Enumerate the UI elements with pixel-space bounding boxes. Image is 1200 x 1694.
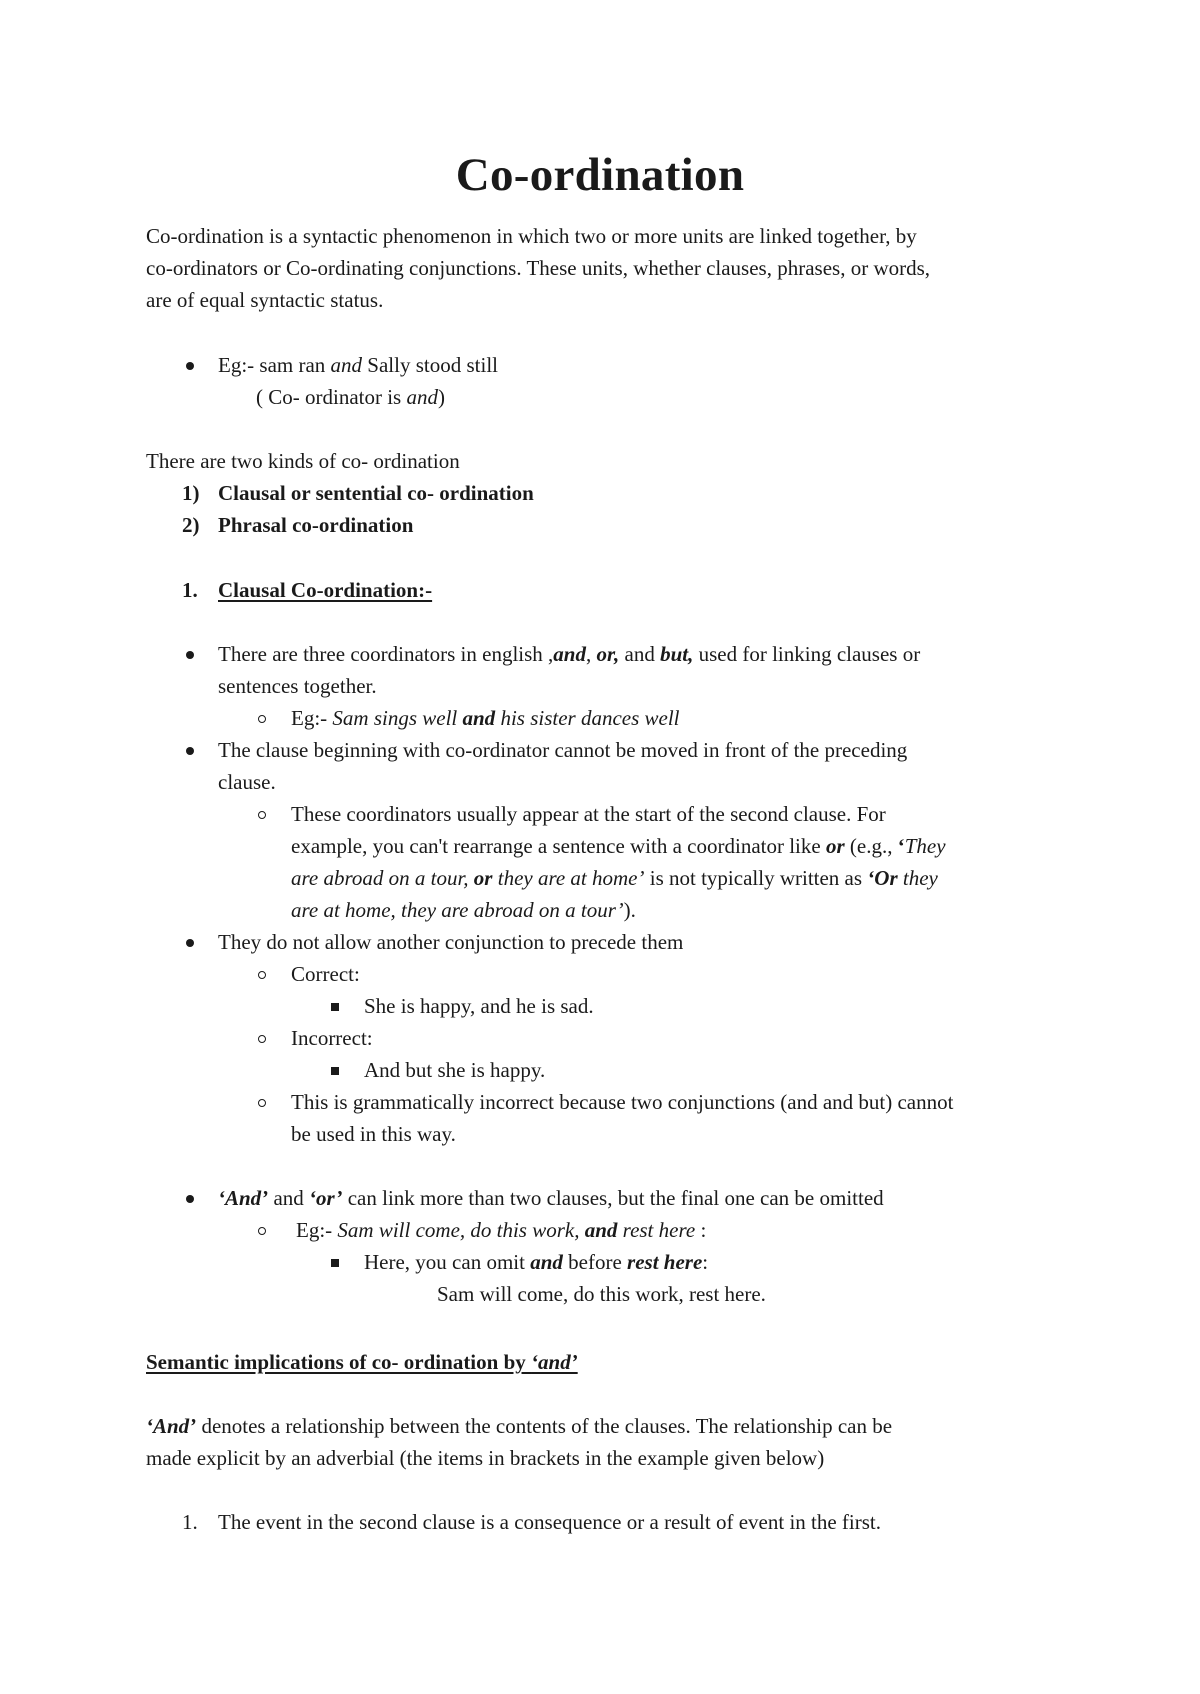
kind-label: Phrasal co-ordination	[218, 513, 414, 537]
circle-bullet-icon	[258, 811, 266, 819]
point-line: clause.	[218, 770, 276, 794]
sub-point-line: This is grammatically incorrect because two conjunctions (and and but) cannot	[291, 1090, 954, 1114]
intro-line-1: Co-ordination is a syntactic phenomenon in which two or more units are linked together, by	[146, 224, 917, 248]
sub-sub-point-line: Here, you can omit and before rest here:	[364, 1250, 709, 1274]
kind-number: 1)	[182, 481, 200, 505]
intro-line-3: are of equal syntactic status.	[146, 288, 384, 312]
bullet-icon	[186, 362, 194, 370]
document-title: Co-ordination	[455, 149, 745, 201]
intro-line-2: co-ordinators or Co-ordinating conjunctions. These units, whether clauses, phrases, or words,	[146, 256, 931, 280]
point-line: ‘And’ and ‘or’ can link more than two clauses, but the final one can be omitted	[218, 1186, 884, 1210]
square-bullet-icon	[331, 1003, 339, 1011]
list-number: 1.	[182, 1510, 198, 1534]
semantic-heading: Semantic implications of co- ordination by ‘and’	[146, 1350, 578, 1374]
sub-point-line: Incorrect:	[291, 1026, 373, 1050]
section-number: 1.	[182, 578, 198, 602]
section-heading: Clausal Co-ordination:-	[218, 578, 433, 602]
bullet-icon	[186, 747, 194, 755]
circle-bullet-icon	[258, 971, 266, 979]
circle-bullet-icon	[258, 1227, 266, 1235]
bullet-icon	[186, 651, 194, 659]
kinds-intro: There are two kinds of co- ordination	[146, 449, 460, 473]
circle-bullet-icon	[258, 715, 266, 723]
circle-bullet-icon	[258, 1099, 266, 1107]
point-line: There are three coordinators in english ,and, or, and but, used for linking clauses or	[218, 642, 921, 666]
example-line: Eg:- Sam sings well and his sister dances well	[291, 706, 680, 730]
square-bullet-icon	[331, 1259, 339, 1267]
bullet-icon	[186, 939, 194, 947]
sub-point-line: example, you can't rearrange a sentence with a coordinator like or (e.g., ‘They	[291, 834, 946, 858]
list-item: The event in the second clause is a consequence or a result of event in the first.	[218, 1510, 882, 1534]
example-line: Eg:- Sam will come, do this work, and rest here :	[296, 1218, 707, 1242]
sub-point-line: are at home, they are abroad on a tour’).	[291, 898, 636, 922]
sub-point-line: Correct:	[291, 962, 360, 986]
point-line: sentences together.	[218, 674, 377, 698]
example-note: ( Co- ordinator is and)	[256, 385, 445, 409]
example-line: Eg:- sam ran and Sally stood still	[218, 353, 498, 377]
point-line: The clause beginning with co-ordinator cannot be moved in front of the preceding	[218, 738, 908, 762]
sub-sub-point-line: She is happy, and he is sad.	[364, 994, 594, 1018]
semantic-paragraph-line: made explicit by an adverbial (the items in brackets in the example given below)	[146, 1446, 825, 1470]
kind-label: Clausal or sentential co- ordination	[218, 481, 534, 505]
circle-bullet-icon	[258, 1035, 266, 1043]
sub-point-line: These coordinators usually appear at the start of the second clause. For	[291, 802, 886, 826]
kind-number: 2)	[182, 513, 200, 537]
sub-sub-point-line: And but she is happy.	[364, 1058, 546, 1082]
point-line: They do not allow another conjunction to precede them	[218, 930, 684, 954]
sub-point-line: are abroad on a tour, or they are at home’ is not typically written as ‘Or they	[291, 866, 938, 890]
result-line: Sam will come, do this work, rest here.	[437, 1282, 766, 1306]
bullet-icon	[186, 1195, 194, 1203]
semantic-paragraph-line: ‘And’ denotes a relationship between the contents of the clauses. The relationship can be	[146, 1414, 893, 1438]
square-bullet-icon	[331, 1067, 339, 1075]
sub-point-line: be used in this way.	[291, 1122, 456, 1146]
